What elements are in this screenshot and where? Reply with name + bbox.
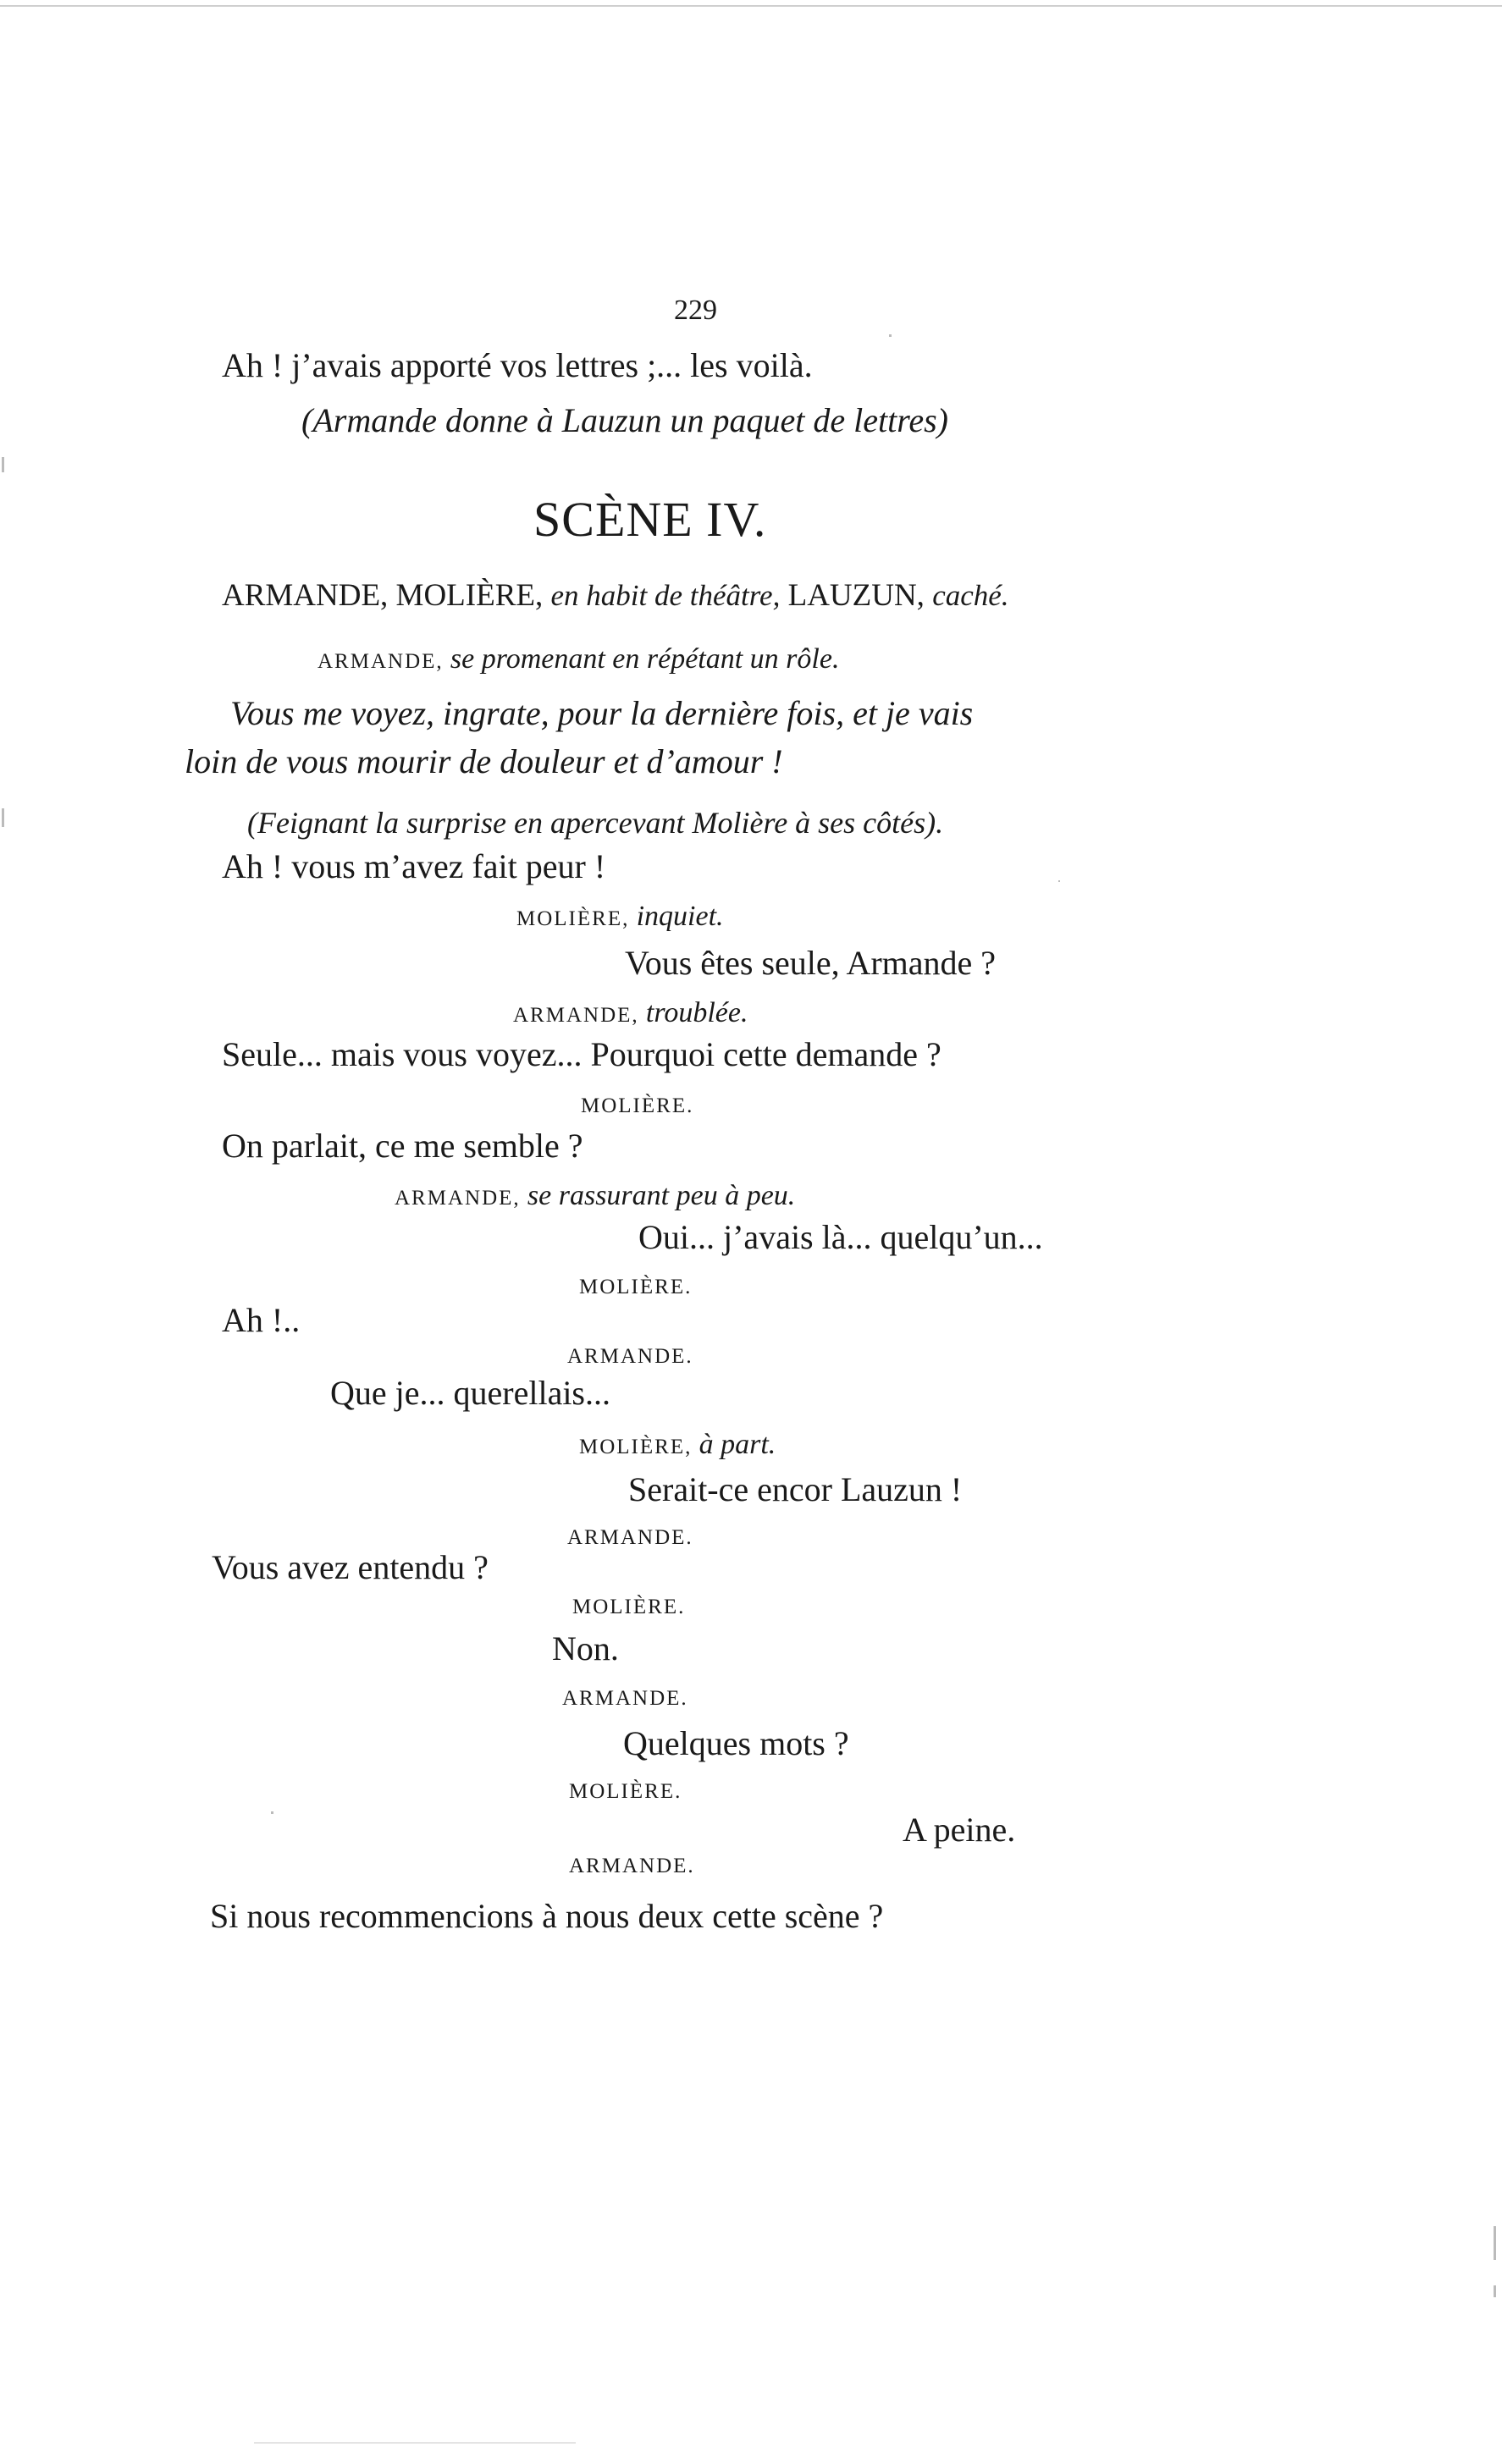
verse-line: loin de vous mourir de douleur et d’amour ! [185, 742, 783, 780]
verse-line: Serait-ce encor Lauzun ! [628, 1470, 963, 1508]
verse-line: Si nous recommencions à nous deux cette scène ? [210, 1897, 884, 1935]
character-names: ARMANDE, MOLIÈRE, [222, 578, 544, 613]
verse-line: Oui... j’avais là... quelqu’un... [638, 1218, 1043, 1256]
verse-line: Ah ! vous m’avez fait peur ! [222, 847, 606, 885]
speaker-cue: MOLIÈRE, à part. [579, 1429, 776, 1460]
speaker-cue: MOLIÈRE. [579, 1276, 693, 1298]
bottom-edge-line [254, 2442, 576, 2444]
speaker-direction: inquiet. [636, 901, 724, 932]
page-number: 229 [674, 295, 717, 326]
verse-line: Seule... mais vous voyez... Pourquoi cette demande ? [222, 1035, 942, 1073]
speaker-direction: troublée. [645, 997, 748, 1028]
speaker-cue: ARMANDE, se rassurant peu à peu. [395, 1180, 796, 1211]
verse-line: A peine. [903, 1811, 1016, 1849]
speaker-cue: ARMANDE, se promenant en répétant un rôle. [318, 643, 840, 675]
speaker-cue: ARMANDE. [567, 1526, 693, 1549]
paper-mark [2, 808, 4, 827]
character-note: en habit de théâtre, [550, 579, 781, 612]
speaker-cue: ARMANDE. [569, 1855, 695, 1877]
paper-speck [889, 334, 892, 337]
paper-mark [1494, 2285, 1496, 2297]
verse-line: Vous êtes seule, Armande ? [625, 944, 997, 982]
verse-line: Vous me voyez, ingrate, pour la dernière fois, et je vais [230, 694, 974, 732]
verse-line: Que je... querellais... [330, 1374, 610, 1412]
speaker-cue: MOLIÈRE. [569, 1780, 682, 1803]
verse-line: Non. [552, 1629, 619, 1667]
speaker-cue: ARMANDE. [567, 1345, 693, 1368]
speaker-direction: à part. [699, 1429, 776, 1460]
top-edge-line [0, 5, 1502, 7]
paper-speck [1058, 880, 1060, 882]
paper-mark [2, 457, 4, 472]
verse-line: Vous avez entendu ? [212, 1548, 489, 1586]
speaker-cue: MOLIÈRE, inquiet. [516, 901, 724, 932]
speaker-cue: MOLIÈRE. [572, 1596, 686, 1618]
characters-line [222, 580, 1009, 611]
paper-mark [1494, 2226, 1496, 2260]
speaker-cue: ARMANDE, troublée. [513, 997, 748, 1028]
speaker-direction: se promenant en répétant un rôle. [450, 643, 840, 675]
speaker-cue: ARMANDE. [562, 1687, 688, 1710]
verse-line: Quelques mots ? [623, 1724, 849, 1762]
character-note: caché. [932, 579, 1009, 612]
paper-speck [271, 1811, 273, 1814]
speaker-direction: se rassurant peu à peu. [527, 1180, 796, 1211]
verse-line: On parlait, ce me semble ? [222, 1127, 583, 1165]
verse-line: Ah !.. [222, 1301, 301, 1339]
scene-title: SCÈNE IV. [533, 492, 767, 547]
speaker-cue: MOLIÈRE. [581, 1094, 694, 1117]
verse-line: Ah ! j’avais apporté vos lettres ;... les voilà. [222, 346, 813, 384]
character-name: LAUZUN, [787, 578, 925, 613]
stage-direction: (Armande donne à Lauzun un paquet de lettres) [301, 401, 948, 439]
stage-direction: (Feignant la surprise en apercevant Molière à ses côtés). [247, 806, 944, 840]
